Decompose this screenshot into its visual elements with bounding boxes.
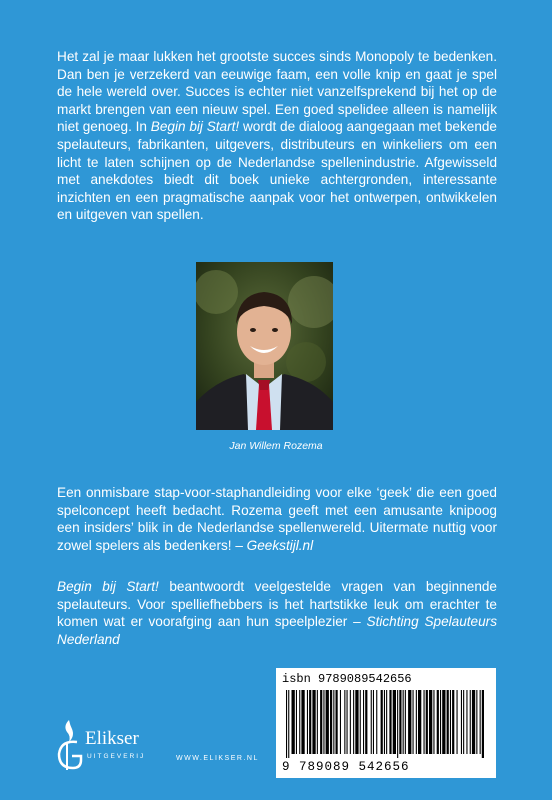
barcode-bar bbox=[386, 690, 387, 754]
barcode-bar bbox=[312, 690, 315, 754]
barcode-bar bbox=[437, 690, 439, 754]
barcode-bar bbox=[323, 690, 324, 754]
isbn-barcode-box bbox=[276, 668, 496, 778]
barcode-bar bbox=[333, 690, 334, 754]
barcode-bar bbox=[403, 690, 404, 754]
barcode-bar bbox=[365, 690, 367, 754]
review-spelauteurs bbox=[57, 578, 497, 648]
review-source: Stichting Spelauteurs Nederland bbox=[57, 614, 498, 647]
barcode-bar bbox=[482, 690, 484, 758]
publisher-name: Elikser bbox=[85, 728, 139, 749]
barcode-bar bbox=[373, 690, 374, 754]
review-text: beantwoordt veelgestelde vragen van beginnende spelauteurs. Voor spelliefhebbers is het hartstikke leuk om erachter te komen wat er voorafging aan hun speelplezier – bbox=[57, 579, 497, 630]
publisher-logo bbox=[55, 718, 165, 772]
barcode-bar bbox=[466, 690, 467, 754]
barcode-bar bbox=[429, 690, 432, 754]
barcode-bar bbox=[355, 690, 358, 754]
barcode-bar bbox=[413, 690, 414, 754]
barcode-bar bbox=[397, 690, 398, 758]
barcode-bar bbox=[326, 690, 329, 754]
barcode-bar bbox=[440, 690, 441, 754]
barcode-bar bbox=[399, 690, 401, 754]
review-geekstijl bbox=[57, 484, 497, 554]
barcode-bar bbox=[317, 690, 318, 754]
barcode-bar bbox=[330, 690, 332, 754]
barcode-digits: 9 789089 542656 bbox=[282, 760, 410, 774]
barcode-bar bbox=[296, 690, 297, 754]
barcode-bar bbox=[418, 690, 421, 754]
publisher-website: WWW.ELIKSER.NL bbox=[176, 755, 259, 762]
barcode-bar bbox=[371, 690, 372, 754]
barcode-bar bbox=[376, 690, 377, 754]
barcode-bar bbox=[350, 690, 351, 754]
barcode-bar bbox=[389, 690, 391, 754]
barcode-bar bbox=[408, 690, 411, 754]
barcode-bar bbox=[344, 690, 345, 754]
barcode-bar bbox=[301, 690, 304, 754]
review-text: Een onmisbare stap-voor-staphandleiding voor elke ‘geek’ die een goed spelconcept heeft bedacht. Rozema geeft met een amusante knipoog een insiders’ blik in de Nederlandse spellenwereld. Uitermate nuttig voor zowel spelers als bedenkers! – bbox=[57, 485, 497, 553]
barcode-bar bbox=[433, 690, 434, 754]
review-source: Geekstijl.nl bbox=[246, 537, 314, 553]
photo-caption: Jan Willem Rozema bbox=[229, 440, 323, 452]
intro-text-end: wordt de dialoog aangegaan met bekende spelauteurs, fabrikanten, uitgevers, distributeurs en winkeliers om een licht te laten schijnen op de Nederlandse spellenindustrie. Afgewisseld met anekdotes biedt dit boek unieke achtergronden, interessante inzichten en een pragmatische aanpak voor het ontwerpen, ontwikkelen en uitgeven van spellen. bbox=[57, 119, 497, 223]
intro-paragraph bbox=[57, 48, 497, 224]
barcode-bar bbox=[442, 690, 445, 754]
barcode-bar bbox=[381, 690, 383, 754]
barcode-bar bbox=[286, 690, 287, 758]
barcode-bar bbox=[450, 690, 451, 754]
barcode-bar bbox=[307, 690, 308, 754]
barcode-bar bbox=[416, 690, 417, 754]
barcode-bar bbox=[463, 690, 464, 754]
barcode-bar bbox=[393, 690, 396, 754]
intro-text-start: Het zal je maar lukken het grootste succes sinds Monopoly te bedenken. Dan ben je verzekerd van eeuwige faam, een volle knip en gaat je spel de hele wereld over. Succes is echter niet vanzelfsprekend bij het op de markt brengen van een nieuw spel. Een goed spelidee alleen is namelijk niet genoeg. In bbox=[57, 49, 497, 135]
barcode-bar bbox=[426, 690, 428, 754]
isbn-label: isbn 9789089542656 bbox=[282, 672, 412, 686]
barcode-bar bbox=[292, 690, 295, 754]
barcode-bar bbox=[470, 690, 471, 754]
barcode-bar bbox=[347, 690, 348, 754]
barcode-bar bbox=[363, 690, 364, 754]
barcode-bar bbox=[424, 690, 425, 754]
barcode-bar bbox=[353, 690, 354, 754]
publisher-subtitle: UITGEVERIJ bbox=[87, 753, 146, 760]
barcode-bar bbox=[360, 690, 361, 754]
book-title: Begin bij Start! bbox=[57, 579, 159, 594]
barcode-bar bbox=[447, 690, 449, 754]
barcode-bar bbox=[320, 690, 322, 754]
elikser-emblem-icon bbox=[55, 718, 85, 772]
barcode-bar bbox=[480, 690, 481, 754]
barcode-bar bbox=[299, 690, 300, 754]
barcode-bar bbox=[384, 690, 385, 754]
barcode-bar bbox=[288, 690, 289, 758]
barcode-bar bbox=[457, 690, 458, 754]
book-title: Begin bij Start! bbox=[150, 119, 240, 135]
barcode-bar bbox=[336, 690, 338, 754]
barcode-bar bbox=[452, 690, 454, 754]
author-photo bbox=[196, 262, 333, 430]
barcode-bar bbox=[472, 690, 475, 754]
barcode-bar bbox=[340, 690, 341, 754]
barcode-bar bbox=[476, 690, 477, 754]
barcode-bar bbox=[309, 690, 311, 754]
barcode-bar bbox=[461, 690, 462, 754]
barcode-icon bbox=[282, 690, 490, 758]
barcode-bar bbox=[405, 690, 406, 754]
